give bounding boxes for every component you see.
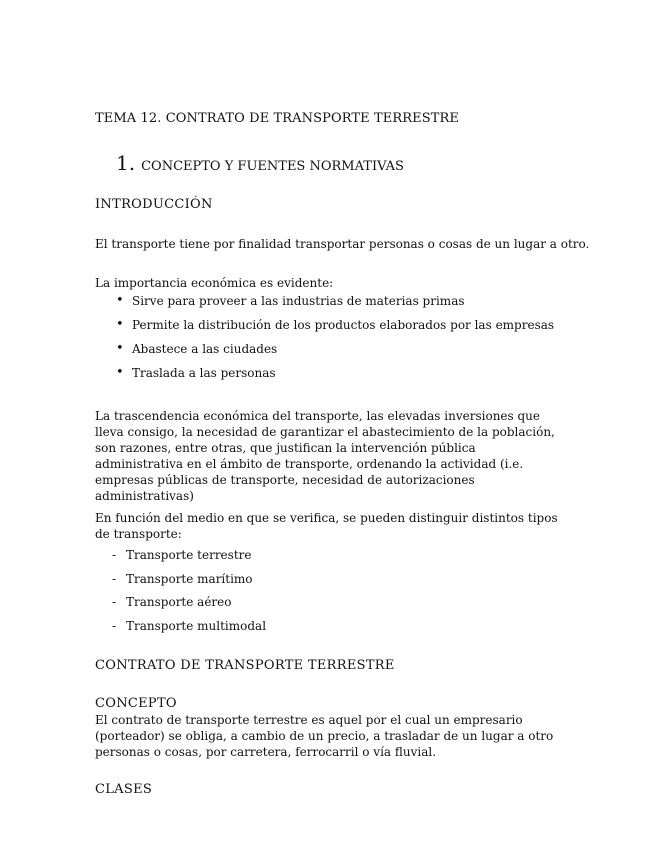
section-number: 1. — [116, 151, 136, 175]
concept-paragraph: El contrato de transporte terrestre es aquel por el cual un empresario (porteador) se obliga, a cambio de un precio, a trasladar de un lugar a otro personas o cosas, por carretera, ferrocarril o vía fluvial. — [95, 713, 554, 759]
concept-heading: CONCEPTO — [95, 696, 177, 711]
list-item: - Transporte aéreo — [112, 595, 232, 609]
list-item: - Transporte marítimo — [112, 571, 253, 586]
intro-heading: INTRODUCCIÓN — [95, 197, 213, 212]
intro-paragraph-2: La trascendencia económica del transporte, las elevadas inversiones que lleva consigo, la necesidad de garantizar el abastecimiento de la población, son razones, entre otras, que justifican la intervención pública administrativa en el ámbito de transporte, ordenando la actividad (i.e. empresas públicas de transporte, necesidad de autorizaciones administrativas) — [95, 409, 555, 503]
intro-paragraph-3: En función del medio en que se verifica, se pueden distinguir distintos tipos de transporte: — [95, 511, 558, 541]
bullet-icon: • — [116, 317, 124, 332]
list-item: • Traslada a las personas — [112, 361, 554, 385]
list-item: • Permite la distribución de los productos elaborados por las empresas — [112, 313, 554, 337]
classes-heading: CLASES — [95, 782, 153, 797]
list-item: • Abastece a las ciudades — [112, 337, 554, 361]
intro-paragraph-1: El transporte tiene por finalidad transportar personas o cosas de un lugar a otro. — [95, 237, 590, 251]
list-item: - Transporte terrestre — [112, 548, 252, 562]
bullet-icon: • — [116, 341, 124, 356]
bullet-icon: • — [116, 365, 124, 380]
transport-types-list — [112, 544, 266, 638]
section-title: CONCEPTO Y FUENTES NORMATIVAS — [141, 159, 404, 174]
contract-heading: CONTRATO DE TRANSPORTE TERRESTRE — [95, 658, 395, 673]
intro-lead: La importancia económica es evidente: — [95, 276, 334, 290]
list-item: - Transporte multimodal — [112, 618, 267, 633]
document-title: TEMA 12. CONTRATO DE TRANSPORTE TERRESTRE — [95, 111, 459, 126]
bullet-icon: • — [116, 293, 124, 308]
section-heading — [116, 151, 404, 175]
list-item: • Sirve para proveer a las industrias de materias primas — [112, 289, 554, 313]
importance-list — [112, 289, 554, 385]
